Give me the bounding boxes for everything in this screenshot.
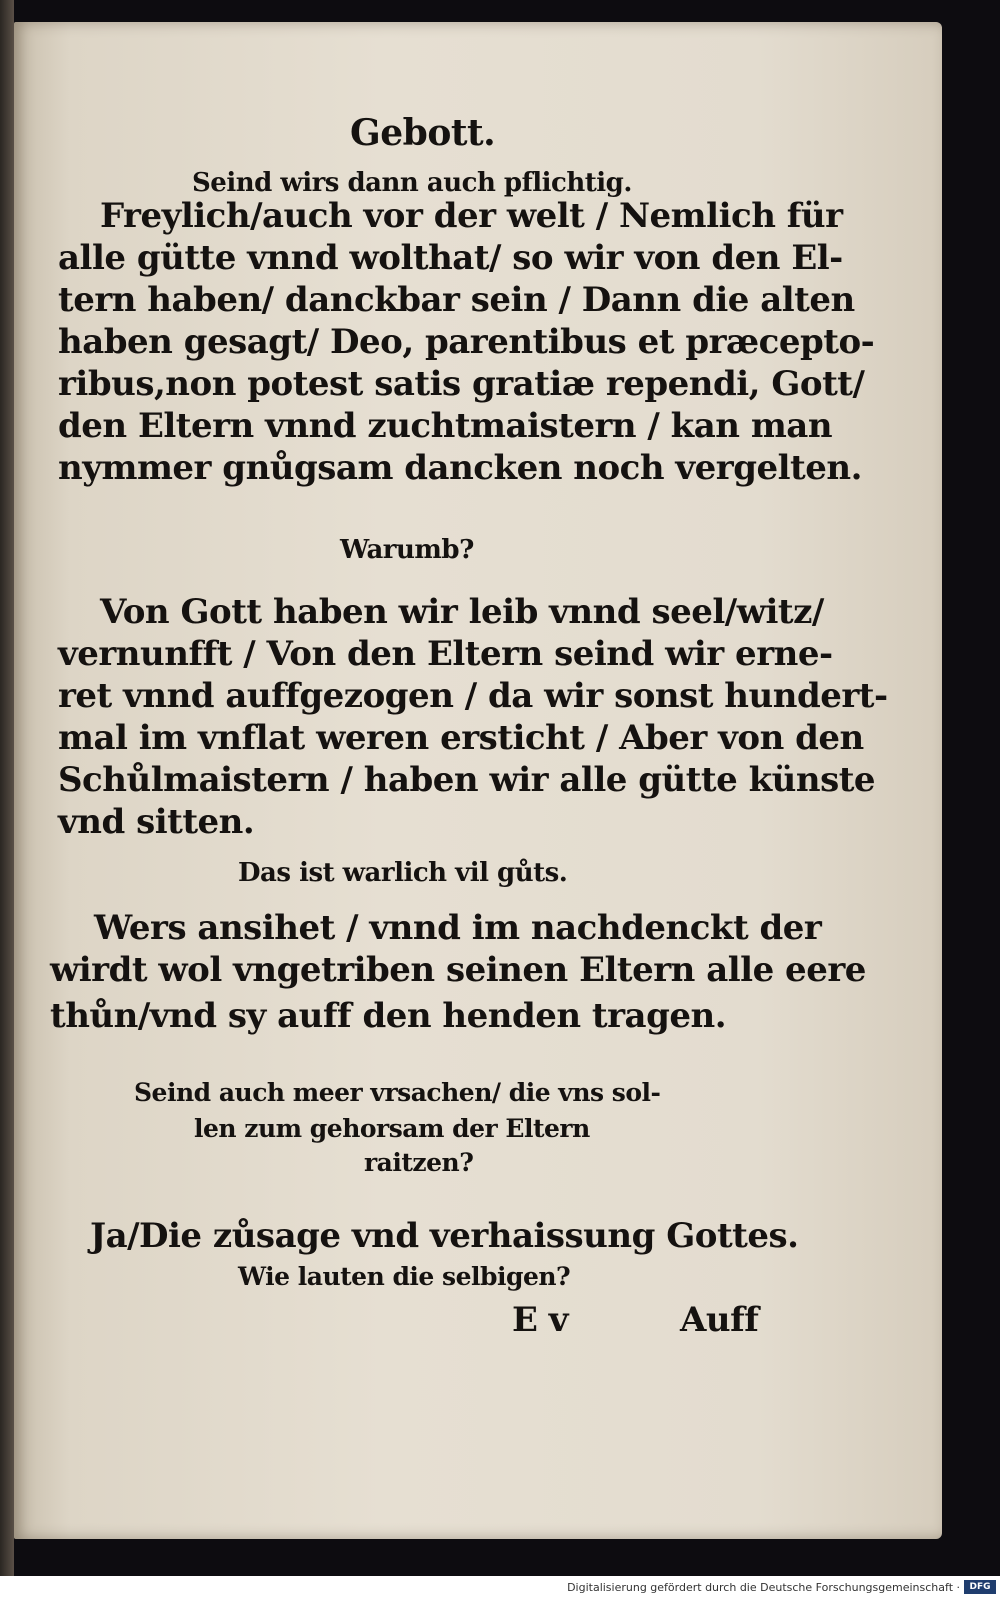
text-line: ribus,non potest satis gratiæ rependi, Gott/ [58,364,865,404]
text-line: Von Gott haben wir leib vnnd seel/witz/ [100,592,824,632]
text-line: vnd sitten. [58,802,255,842]
running-head: Gebott. [350,112,496,154]
text-line: Wers ansihet / vnnd im nachdenckt der [94,908,822,948]
question-line: Seind auch meer vrsachen/ die vns sol- [134,1078,661,1107]
text-line: Freylich/auch vor der welt / Nemlich für [100,196,843,236]
text-line: wirdt wol vngetriben seinen Eltern alle eere [50,950,866,990]
footer [0,1576,1000,1599]
gutter-shadow [0,0,14,1576]
text-line: Ja/Die zůsage vnd verhaissung Gottes. [90,1216,799,1256]
text-line: vernunfft / Von den Eltern seind wir erne- [58,634,833,674]
question-line: Seind wirs dann auch pflichtig. [192,168,632,198]
funding-credit: Digitalisierung gefördert durch die Deutsche Forschungsgemeinschaft · [567,1581,960,1594]
question-line: Wie lauten die selbigen? [238,1262,571,1291]
text-line: den Eltern vnnd zuchtmaistern / kan man [58,406,833,446]
question-line: len zum gehorsam der Eltern [194,1114,590,1143]
catchword: Auff [680,1300,759,1340]
text-line: alle gütte vnnd wolthat/ so wir von den El- [58,238,843,278]
signature-mark: E v [512,1300,569,1340]
dfg-logo: DFG [964,1580,996,1594]
text-line: tern haben/ danckbar sein / Dann die alten [58,280,855,320]
question-line: Warumb? [340,535,474,565]
text-line: mal im vnflat weren ersticht / Aber von den [58,718,864,758]
text-line: thůn/vnd sy auff den henden tragen. [50,996,727,1036]
text-line: haben gesagt/ Deo, parentibus et præcepto- [58,322,875,362]
text-line: nymmer gnůgsam dancken noch vergelten. [58,448,862,488]
question-line: raitzen? [364,1148,474,1177]
question-line: Das ist warlich vil gůts. [238,858,568,888]
text-line: ret vnnd auffgezogen / da wir sonst hundert- [58,676,888,716]
text-line: Schůlmaistern / haben wir alle gütte künste [58,760,876,800]
